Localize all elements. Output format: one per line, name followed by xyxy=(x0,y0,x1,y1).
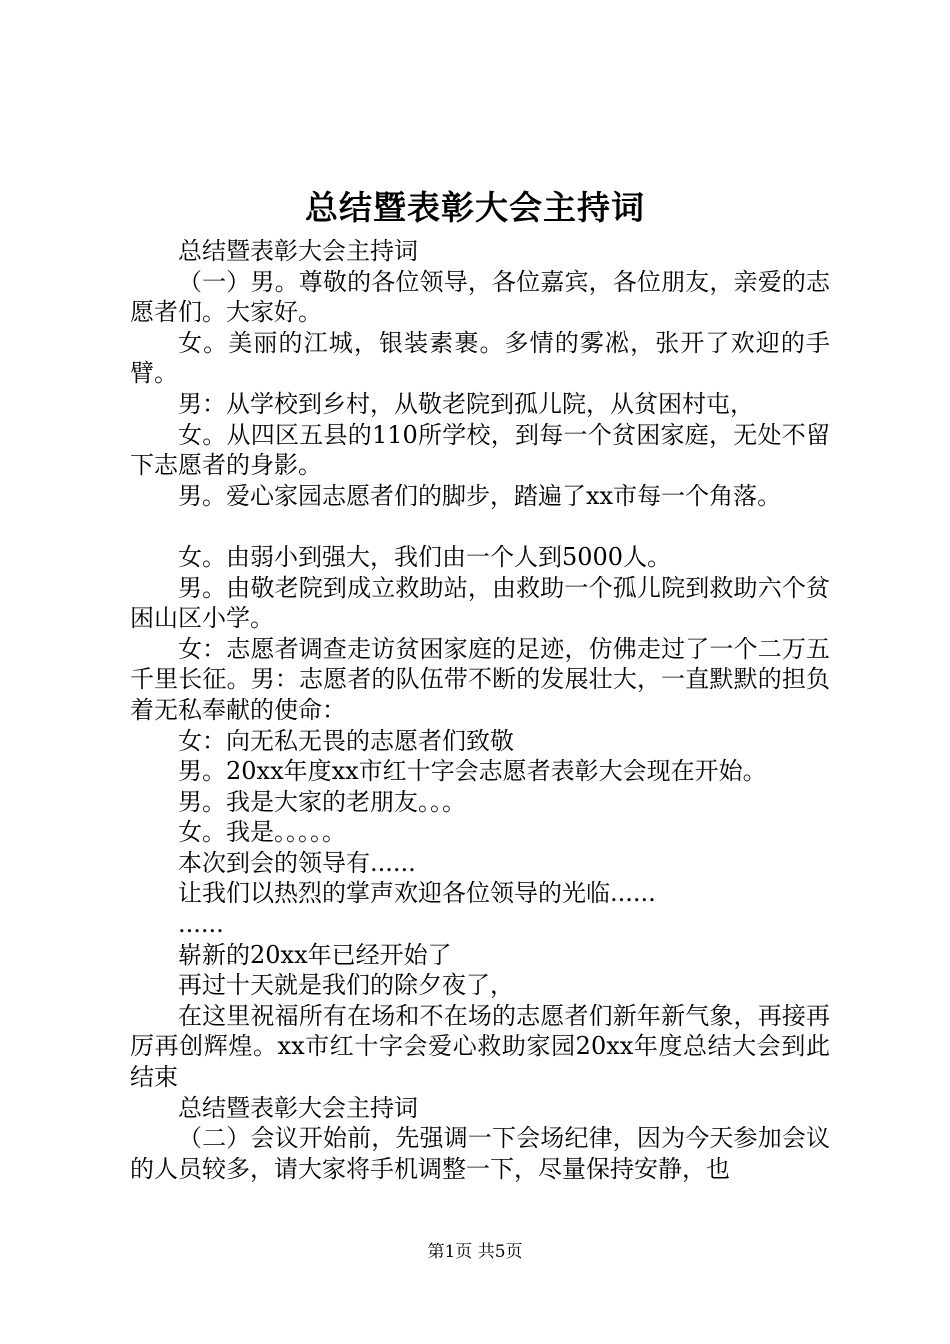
paragraph: 女。从四区五县的110所学校，到每一个贫困家庭，无处不留下志愿者的身影。 xyxy=(130,420,830,480)
paragraph: 女：志愿者调查走访贫困家庭的足迹，仿佛走过了一个二万五千里长征。男：志愿者的队伍带不断的发展壮大，一直默默的担负着无私奉献的使命： xyxy=(130,634,830,724)
paragraph: 总结暨表彰大会主持词 xyxy=(178,237,418,265)
paragraph: 崭新的20xx年已经开始了 xyxy=(178,940,452,969)
paragraph: 男。由敬老院到成立救助站，由救助一个孤儿院到救助六个贫困山区小学。 xyxy=(130,573,830,633)
document-body xyxy=(130,236,830,1184)
paragraph: 男。20xx年度xx市红十字会志愿者表彰大会现在开始。 xyxy=(178,757,767,786)
page-number: 第1页 共5页 xyxy=(427,1242,523,1262)
paragraph: 男。我是大家的老朋友。。。 xyxy=(178,787,466,816)
paragraph: 女。美丽的江城，银装素裹。多情的雾凇，张开了欢迎的手臂。 xyxy=(130,328,830,388)
paragraph: 男：从学校到乡村，从敬老院到孤儿院，从贫困村屯， xyxy=(178,389,754,418)
paragraph: 男。爱心家园志愿者们的脚步，踏遍了xx市每一个角落。 xyxy=(178,481,782,510)
paragraph: 再过十天就是我们的除夕夜了， xyxy=(178,971,514,1000)
paragraph: ...... xyxy=(178,910,224,939)
blank-line xyxy=(130,511,830,542)
paragraph: （一）男。尊敬的各位领导，各位嘉宾，各位朋友，亲爱的志愿者们。大家好。 xyxy=(130,267,830,327)
document-title: 总结暨表彰大会主持词 xyxy=(305,188,645,227)
paragraph: 本次到会的领导有...... xyxy=(178,848,416,877)
paragraph: （二）会议开始前，先强调一下会场纪律，因为今天参加会议的人员较多，请大家将手机调整一下，尽量保持安静，也 xyxy=(130,1124,830,1183)
paragraph: 在这里祝福所有在场和不在场的志愿者们新年新气象，再接再厉再创辉煌。xx市红十字会爱心救助家园20xx年度总结大会到此结束 xyxy=(130,1001,830,1092)
paragraph: 总结暨表彰大会主持词 xyxy=(178,1093,418,1122)
paragraph: 让我们以热烈的掌声欢迎各位领导的光临...... xyxy=(178,879,656,908)
paragraph: 女。我是。。。。。 xyxy=(178,818,346,847)
paragraph: 女。由弱小到强大，我们由一个人到5000人。 xyxy=(178,542,672,571)
paragraph: 女：向无私无畏的志愿者们致敬 xyxy=(178,726,514,755)
